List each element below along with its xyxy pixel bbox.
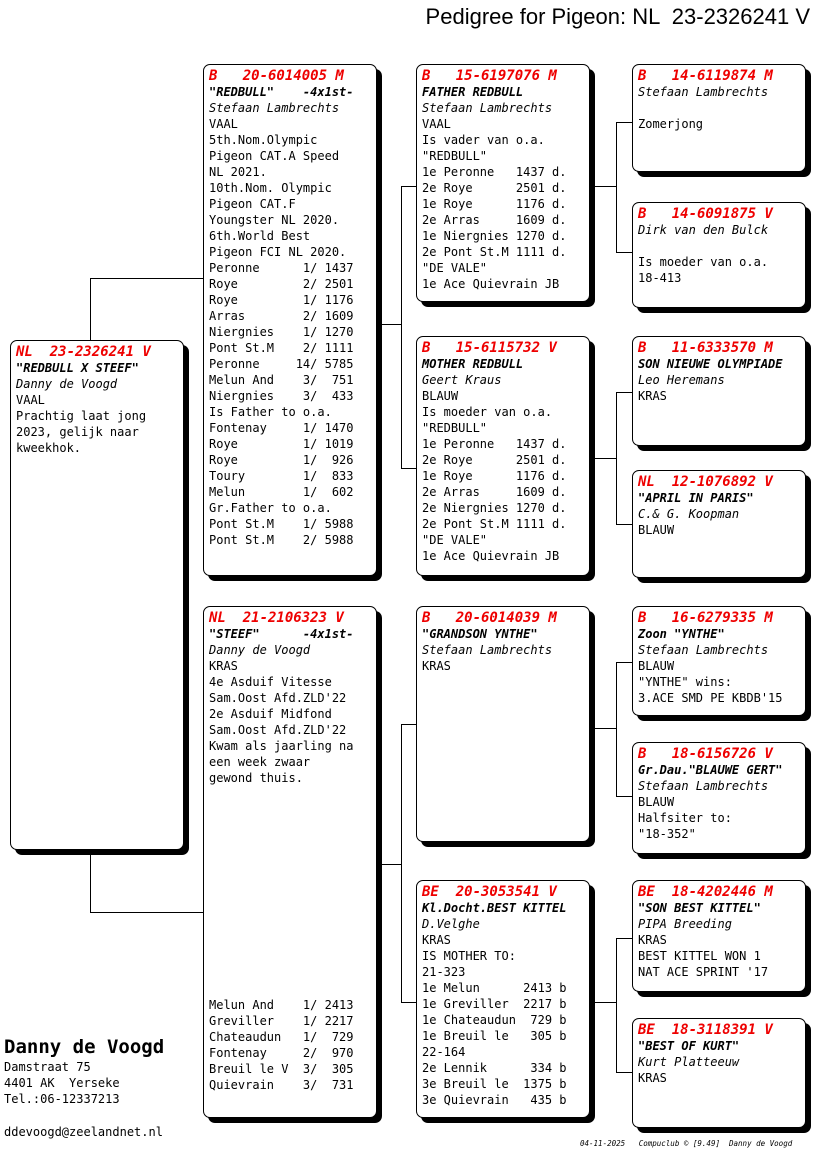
info-line: Arras 2/ 1609 [209,309,354,323]
info-line: Pont St.M 2/ 1111 [209,341,354,355]
ring-number: B 14-6119874 M [638,68,773,84]
great-grandparent-1-card[interactable] [632,64,806,172]
info-line: 2e Roye 2501 d. [422,453,567,467]
ring-number: B 15-6197076 M [422,68,557,84]
info-line: 1e Breuil le 305 b [422,1029,567,1043]
result-line: Greviller 1/ 2217 [209,1014,354,1028]
connector [90,278,91,340]
info-line: 10th.Nom. Olympic [209,181,332,195]
info-line: 3e Quievrain 435 b [422,1093,567,1107]
pigeon-name: "REDBULL X STEEF" [16,361,139,375]
breeder-name: Geert Kraus [422,373,502,387]
ring-number: BE 18-3118391 V [638,1022,773,1038]
info-line: Is moeder van o.a. [422,405,553,419]
ring-number: BE 20-3053541 V [422,884,557,900]
footer-credit: 04-11-2025 Compuclub © [9.49] Danny de Voogd [580,1139,793,1148]
breeder-name: Danny de Voogd [209,643,311,657]
info-line: "REDBULL" [422,421,488,435]
connector [401,468,417,469]
info-line: Roye 2/ 2501 [209,277,354,291]
pigeon-name: SON NIEUWE OLYMPIADE [638,357,783,371]
info-line: 1e Melun 2413 b [422,981,567,995]
pigeon-name: FATHER REDBULL [422,85,524,99]
info-line: Roye 1/ 1176 [209,293,354,307]
connector [616,122,632,123]
ring-number: B 20-6014039 M [422,610,557,626]
connector [616,938,617,1072]
connector [616,1072,632,1073]
info-line: Pigeon CAT.F [209,197,296,211]
info-line: 3e Breuil le 1375 b [422,1077,567,1091]
breeder-name: Kurt Platteeuw [638,1055,740,1069]
info-line: Niergnies 1/ 1270 [209,325,354,339]
info-line: Melun And 3/ 751 [209,373,354,387]
ring-number: BE 18-4202446 M [638,884,773,900]
breeder-name: Leo Heremans [638,373,725,387]
great-grandparent-2-card[interactable] [632,202,806,308]
pigeon-name: "BEST OF KURT" [638,1039,740,1053]
info-line: een week zwaar [209,755,311,769]
connector [401,724,417,725]
info-line: 2e Asduif Midfond [209,707,332,721]
info-line: 1e Peronne 1437 d. [422,165,567,179]
info-line: Sam.Oost Afd.ZLD'22 [209,691,347,705]
info-line: "YNTHE" wins: [638,675,732,689]
owner-name: Danny de Voogd [4,1036,165,1058]
connector [590,458,616,459]
ring-number: B 18-6156726 V [638,746,773,762]
connector [90,278,204,279]
info-line: Sam.Oost Afd.ZLD'22 [209,723,347,737]
info-line: KRAS [638,933,667,947]
connector [616,662,617,796]
pigeon-name: Kl.Docht.BEST KITTEL [422,901,567,915]
info-line: 1e Roye 1176 d. [422,197,567,211]
sire-dam-card[interactable] [416,336,590,576]
pigeon-name: "GRANDSON YNTHE" [422,627,538,641]
owner-phone: Tel.:06-12337213 [4,1092,120,1106]
breeder-name: Stefaan Lambrechts [638,779,769,793]
info-line: Kwam als jaarling na [209,739,354,753]
connector [616,392,617,524]
connector [590,728,616,729]
info-line: Melun 1/ 602 [209,485,354,499]
info-line: BLAUW [638,795,675,809]
info-line: 1e Chateaudun 729 b [422,1013,567,1027]
info-line [638,238,800,254]
info-line: 1e Peronne 1437 d. [422,437,567,451]
breeder-name: D.Velghe [422,917,480,931]
info-line: Roye 1/ 1019 [209,437,354,451]
info-line: Prachtig laat jong [16,409,147,423]
info-line: 6th.World Best [209,229,311,243]
subject-card[interactable] [10,340,184,850]
connector [90,912,204,913]
breeder-name: Stefaan Lambrechts [638,643,769,657]
dam-results [209,997,354,1093]
connector [377,324,401,325]
info-line: Is vader van o.a. [422,133,545,147]
pigeon-name: Zoon "YNTHE" [638,627,725,641]
great-grandparent-8-card[interactable] [632,1018,806,1128]
info-line: Peronne 1/ 1437 [209,261,354,275]
info-line: "DE VALE" [422,533,488,547]
info-line: BLAUW [638,523,675,537]
info-line: KRAS [422,933,451,947]
ring-number: B 15-6115732 V [422,340,557,356]
connector [401,1002,417,1003]
connector [616,796,632,797]
info-line: BLAUW [422,389,459,403]
info-line: Youngster NL 2020. [209,213,340,227]
result-line: Melun And 1/ 2413 [209,998,354,1012]
info-line: "DE VALE" [422,261,488,275]
info-line: 5th.Nom.Olympic [209,133,318,147]
info-line: 2023, gelijk naar [16,425,139,439]
info-line: 22-164 [422,1045,466,1059]
info-line: 2e Arras 1609 d. [422,213,567,227]
result-line: Chateaudun 1/ 729 [209,1030,354,1044]
sire-card[interactable] [203,64,377,576]
connector [90,850,91,912]
info-line: "18-352" [638,827,696,841]
info-line: KRAS [209,659,238,673]
connector [590,186,616,187]
breeder-name: Stefaan Lambrechts [638,85,769,99]
result-line: Fontenay 2/ 970 [209,1046,354,1060]
info-line: 4e Asduif Vitesse [209,675,332,689]
breeder-name: Danny de Voogd [16,377,118,391]
info-line: 1e Roye 1176 d. [422,469,567,483]
info-line: Halfsiter to: [638,811,732,825]
connector [616,938,632,939]
great-grandparent-6-card[interactable] [632,742,806,854]
info-line: Pont St.M 2/ 5988 [209,533,354,547]
info-line: 21-323 [422,965,466,979]
info-line [638,100,800,116]
info-line: 1e Ace Quievrain JB [422,549,560,563]
connector [616,252,632,253]
great-grandparent-3-card[interactable] [632,336,806,446]
result-line: Quievrain 3/ 731 [209,1078,354,1092]
breeder-name: Stefaan Lambrechts [422,643,553,657]
info-line: BLAUW [638,659,675,673]
connector [377,864,401,865]
ring-number: B 20-6014005 M [209,68,344,84]
info-line: 2e Lennik 334 b [422,1061,567,1075]
connector [616,662,632,663]
ring-number: B 16-6279335 M [638,610,773,626]
great-grandparent-7-card[interactable] [632,880,806,992]
great-grandparent-4-card[interactable] [632,470,806,578]
info-line: 1e Greviller 2217 b [422,997,567,1011]
ring-number: NL 21-2106323 V [209,610,344,626]
info-line: 18-413 [638,271,682,285]
info-line: Pigeon CAT.A Speed [209,149,340,163]
breeder-name: C.& G. Koopman [638,507,740,521]
info-line: Fontenay 1/ 1470 [209,421,354,435]
info-line: Is moeder van o.a. [638,255,769,269]
info-line: Peronne 14/ 5785 [209,357,354,371]
ring-number: B 11-6333570 M [638,340,773,356]
connector [590,1002,616,1003]
dam-sire-card[interactable] [416,606,590,842]
owner-street: Damstraat 75 [4,1060,91,1074]
info-line: 1e Ace Quievrain JB [422,277,560,291]
connector [616,392,632,393]
info-line: BEST KITTEL WON 1 [638,949,761,963]
info-line: VAAL [422,117,451,131]
owner-email[interactable]: ddevoogd@zeelandnet.nl [4,1125,163,1139]
info-line: 2e Pont St.M 1111 d. [422,517,567,531]
ring-number: B 14-6091875 V [638,206,773,222]
great-grandparent-5-card[interactable] [632,606,806,716]
info-line: VAAL [209,117,238,131]
owner-city: 4401 AK Yerseke [4,1076,120,1090]
info-line: Toury 1/ 833 [209,469,354,483]
breeder-name: Stefaan Lambrechts [422,101,553,115]
connector [401,186,402,468]
pigeon-name: Gr.Dau."BLAUWE GERT" [638,763,783,777]
info-line: Is Father to o.a. [209,405,332,419]
info-line: 1e Niergnies 1270 d. [422,229,567,243]
pigeon-name: "SON BEST KITTEL" [638,901,761,915]
info-line: Pont St.M 1/ 5988 [209,517,354,531]
breeder-name: Stefaan Lambrechts [209,101,340,115]
info-line: NL 2021. [209,165,267,179]
pigeon-name: "STEEF" -4x1st- [209,627,354,641]
sire-sire-card[interactable] [416,64,590,302]
info-line: gewond thuis. [209,771,303,785]
info-line: KRAS [422,659,451,673]
breeder-name: Dirk van den Bulck [638,223,769,237]
info-line: 2e Arras 1609 d. [422,485,567,499]
dam-dam-card[interactable] [416,880,590,1118]
breeder-name: PIPA Breeding [638,917,732,931]
info-line: "REDBULL" [422,149,488,163]
info-line: 2e Niergnies 1270 d. [422,501,567,515]
info-line: KRAS [638,389,667,403]
info-line: VAAL [16,393,45,407]
info-line: Niergnies 3/ 433 [209,389,354,403]
info-line: KRAS [638,1071,667,1085]
page-title: Pedigree for Pigeon: NL 23-2326241 V [425,4,810,29]
info-line: Zomerjong [638,117,704,131]
pigeon-name: "APRIL IN PARIS" [638,491,754,505]
ring-number: NL 12-1076892 V [638,474,773,490]
info-line: Gr.Father to o.a. [209,501,332,515]
ring-number: NL 23-2326241 V [16,344,151,360]
pigeon-name: "REDBULL" -4x1st- [209,85,354,99]
result-line: Breuil le V 3/ 305 [209,1062,354,1076]
dam-card[interactable] [203,606,377,1118]
info-line: 3.ACE SMD PE KBDB'15 [638,691,783,705]
info-line: 2e Roye 2501 d. [422,181,567,195]
connector [616,524,632,525]
info-line: 2e Pont St.M 1111 d. [422,245,567,259]
connector [401,186,417,187]
connector [401,724,402,1002]
info-line: kweekhok. [16,441,82,455]
info-line: Roye 1/ 926 [209,453,354,467]
info-line: IS MOTHER TO: [422,949,516,963]
info-line: NAT ACE SPRINT '17 [638,965,769,979]
info-line: Pigeon FCI NL 2020. [209,245,347,259]
pigeon-name: MOTHER REDBULL [422,357,524,371]
connector [616,122,617,252]
